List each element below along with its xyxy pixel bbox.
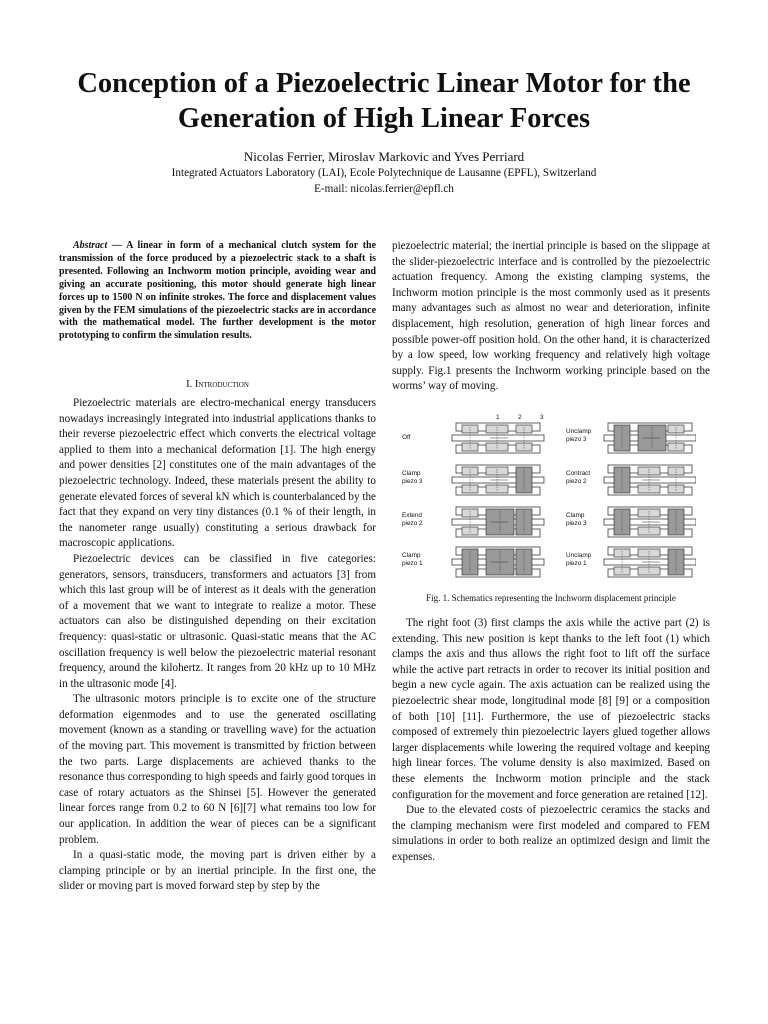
piezo-3-right-0 xyxy=(668,425,684,433)
paragraph: The ultrasonic motors principle is to excite one of the structure deformation eigenmodes and to use the generated oscillating movement (known as a standing or travelling wave) for the actuation of the moving part. This movement is transmitted by friction between the two parts. Large displacements are achieved thanks to the resonance thus corresponding to high speeds and fairly good torques in case of rotary actuators as the Shinsei [5]. However the generated linear forces range from 0.2 to 60 N [6][7] what remains too low for our application. In addition the wear of pieces can be a significant problem. xyxy=(59,693,376,846)
title-line-1: Conception of a Piezoelectric Linear Motor for the xyxy=(77,68,691,99)
paragraph: Piezoelectric devices can be classified in five categories: generators, sensors, transducers, transformers and actuators [3] from which this last group will be of interest as it deals with the generation of a movement that we want to integrate to realize a motor. These actuators can also be distinguished depending on their excitation frequency: quasi-static or ultrasonic. Quasi-static means that the AC oscillation frequency is well below the piezoelectric material resonant frequency, around the kilohertz. It ranges from 20 kHz up to 10 MHz in the ultrasonic mode [4]. xyxy=(59,552,376,690)
piezo-2-left-1 xyxy=(486,467,508,475)
inchworm-figure xyxy=(396,413,696,585)
left-step-label: Clamp piezo 1 xyxy=(402,552,423,567)
abstract-lead: Abstract — xyxy=(73,240,122,251)
section-title: Introduction xyxy=(194,379,249,390)
right-step-label: Unclamp piezo 1 xyxy=(566,552,592,567)
piezo-2-right-2 xyxy=(638,509,660,517)
paragraph: In a quasi-static mode, the moving part is driven either by a clamping principle or by an inertial principle. In the first one, the slider or moving part is moved forward step by step by the xyxy=(59,849,376,893)
piezo-1-left-0 xyxy=(462,425,478,433)
abstract xyxy=(59,240,376,343)
figure-caption: Fig. 1. Schematics representing the Inchworm displacement principle xyxy=(426,593,676,603)
piezo-1-right-3 xyxy=(614,549,630,557)
piezo-3-right-1 xyxy=(668,467,684,475)
left-step-label: Off xyxy=(402,434,411,441)
paragraph: piezoelectric material; the inertial principle is based on the slippage at the slider-piezoelectric interface and is controlled by the piezoelectric actuation frequency. Among the existing clamping systems, the Inchworm motion principle is the most commonly used as it presents many advantages such as almost no wear and deterioration, infinite displacement, high resolution, generation of high linear forces and possible power-off position hold. On the other hand, it is characterized by a low speed, low working frequency and relatively high voltage supply. Fig.1 presents the Inchworm working principle based on the worms’ way of moving. xyxy=(392,240,710,393)
abstract-body: A linear in form of a mechanical clutch system for the transmission of the force produced by a piezoelectric stack to a shaft is presented. Following an Inchworm motion principle, avoiding wear and giving an accurate positioning, this motor should generate high linear forces up to 1500 N on infinite strokes. The force and displacement values given by the FEM simulations of the piezoelectric stacks are in accordance with the mathematical model. The further development is the motor prototyping to confirm the simulation results. xyxy=(59,240,376,342)
paragraph: Due to the elevated costs of piezoelectric ceramics the stacks and the clamping mechanism were first modeled and compared to FEM simulations in order to both realize an optimized design and limit the expenses. xyxy=(392,804,710,863)
right-step-label: Unclamp piezo 3 xyxy=(566,428,592,443)
left-step-label: Clamp piezo 3 xyxy=(402,470,423,485)
paragraph: Piezoelectric materials are electro-mechanical energy transducers nowadays increasingly integrated into industrial applications thanks to their reverse piezoelectric effect which converts the electrical voltage applied to them into a mechanical deformation [1]. The high energy and power densities [2] constitutes one of the main advantages of the piezoelectric technology. Indeed, these materials present the ability to generate elevated forces of several kN which is counterbalanced by the fact that they expand on very tiny distances (0.1 % of their length, in the nanometer range usually) constituting a serious drawback for macroscopic applications. xyxy=(59,397,376,550)
right-column-body xyxy=(392,616,710,866)
piezo-number-3: 3 xyxy=(540,414,544,421)
inchworm-schematic xyxy=(396,413,696,585)
right-step-label: Contract piezo 2 xyxy=(566,470,591,485)
piezo-1-left-1 xyxy=(462,467,478,475)
piezo-2-right-1 xyxy=(638,467,660,475)
title-line-2: Generation of High Linear Forces xyxy=(177,103,591,134)
section-heading xyxy=(59,378,376,392)
piezo-number-1: 1 xyxy=(496,414,500,421)
piezo-1-left-2 xyxy=(462,509,478,517)
right-column-top xyxy=(392,239,710,395)
affiliation: Integrated Actuators Laboratory (LAI), Ecole Polytechnique de Lausanne (EPFL), Switzerland xyxy=(171,167,597,179)
authors: Nicolas Ferrier, Miroslav Markovic and Yves Perriard xyxy=(243,149,525,164)
left-step-label: Extend piezo 2 xyxy=(402,512,423,527)
piezo-3-left-0 xyxy=(516,425,532,433)
paragraph: The right foot (3) first clamps the axis while the active part (2) is extending. This new position is kept thanks to the left foot (1) which clamps the axis and thus allows the right foot to lift off the surface while the active part retracts in order to recover its initial position and begin a new cycle again. The axis actuation can be realized using the piezoelectric shear mode, longitudinal mode [8] [9] or a composition of both [10] [11]. Furthermore, the use of piezoelectric stacks composed of extremely thin piezoelectric layers glued together allows larger displacements while lowering the required voltage and keeping high linear forces. The volume density is also maximized. Based on these elements the Inchworm motion principle and the stack configuration for the movement and force generation are retained [12]. xyxy=(392,617,710,801)
email: E-mail: nicolas.ferrier@epfl.ch xyxy=(314,183,454,195)
piezo-number-2: 2 xyxy=(518,414,522,421)
piezo-2-left-0 xyxy=(486,425,508,433)
piezo-2-right-3 xyxy=(638,549,660,557)
section-number: I. xyxy=(186,379,193,390)
paper-title xyxy=(40,66,728,136)
left-column-body xyxy=(59,396,376,895)
right-step-label: Clamp piezo 3 xyxy=(566,512,587,527)
